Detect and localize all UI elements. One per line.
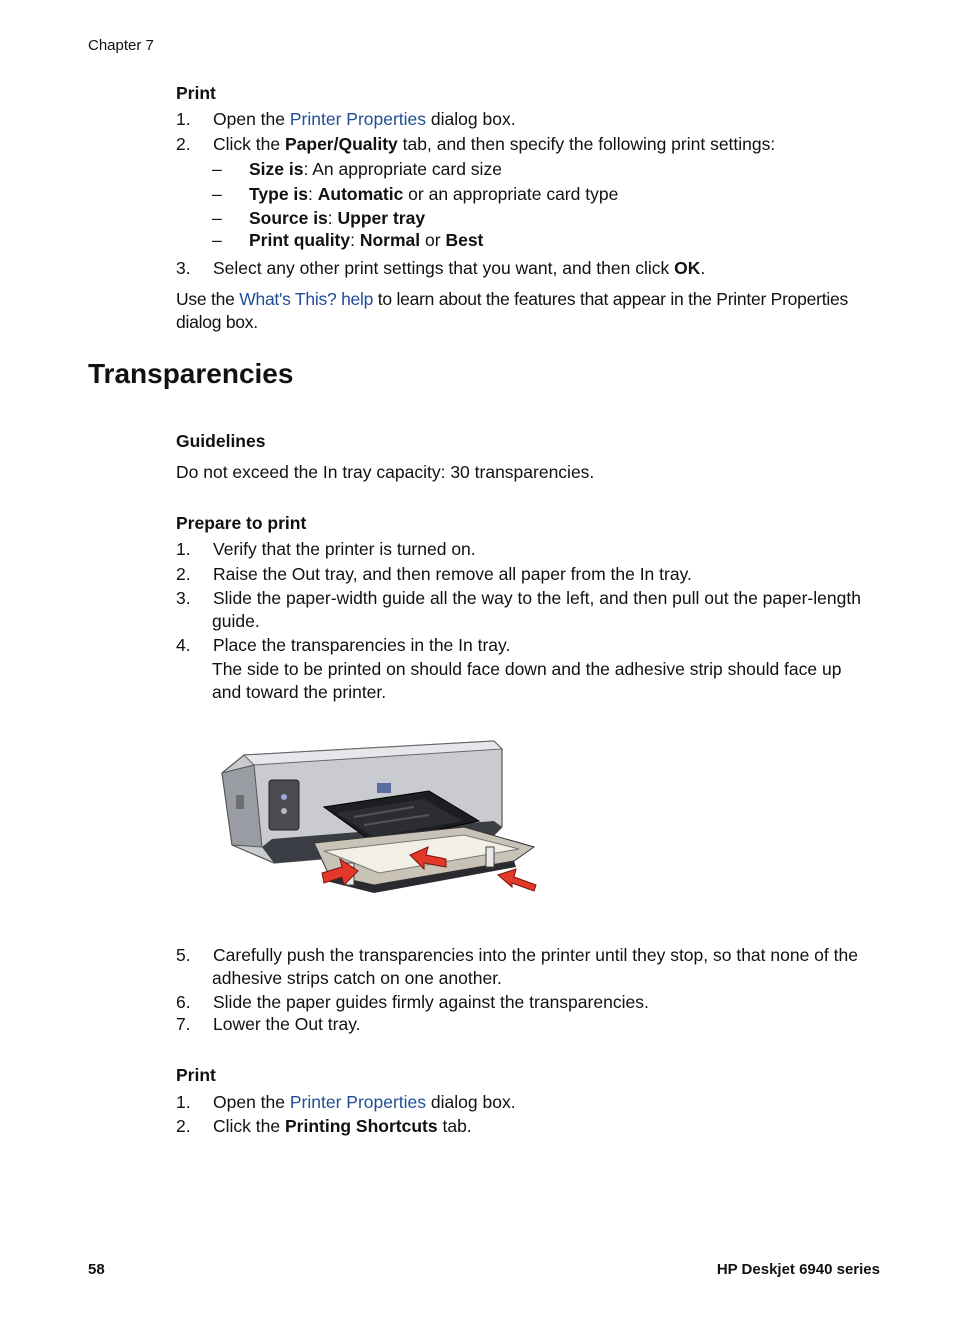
prepare-heading: Prepare to print — [176, 513, 307, 533]
bullet-size: – Size is: An appropriate card size — [212, 159, 502, 179]
bullet-type: – Type is: Automatic or an appropriate card type — [212, 184, 619, 204]
prepare-step-4-detail: The side to be printed on should face down and the adhesive strip should face up — [212, 659, 842, 679]
bullet-source: – Source is: Upper tray — [212, 208, 426, 228]
guidelines-heading: Guidelines — [176, 431, 266, 451]
print-heading: Print — [176, 83, 216, 103]
prepare-step-4-detail-cont: and toward the printer. — [212, 682, 387, 702]
step-1: 1. Open the Printer Properties dialog box. — [176, 109, 516, 129]
printer-properties-link-2[interactable]: Printer Properties — [289, 1092, 427, 1112]
whats-this-help-link[interactable]: What's This? help — [239, 289, 374, 309]
prepare-step-1: 1. Verify that the printer is turned on. — [176, 539, 476, 559]
whats-this-note: Use the What's This? help to learn about the features that appear in the Printer Properties dialog box. — [176, 289, 848, 332]
prepare-step-5-cont: adhesive strips catch on one another. — [212, 968, 502, 988]
prepare-step-3: 3. Slide the paper-width guide all the way to the left, and then pull out the paper-length — [176, 588, 861, 608]
printer-illustration — [214, 735, 544, 900]
bullet-quality: – Print quality: Normal or Best — [212, 230, 484, 250]
product-name: HP Deskjet 6940 series — [716, 1261, 880, 1278]
prepare-step-2: 2. Raise the Out tray, and then remove all paper from the In tray. — [176, 564, 692, 584]
prepare-step-5: 5. Carefully push the transparencies into the printer until they stop, so that none of the — [176, 945, 858, 965]
page-title: Transparencies — [88, 358, 294, 389]
print-step-2: 2. Click the Printing Shortcuts tab. — [176, 1116, 472, 1136]
print-heading-2: Print — [176, 1065, 216, 1085]
printer-properties-link[interactable]: Printer Properties — [289, 109, 427, 129]
prepare-step-7: 7. Lower the Out tray. — [176, 1014, 361, 1034]
print-step-1: 1. Open the Printer Properties dialog box. — [176, 1092, 516, 1112]
chapter-label: Chapter 7 — [88, 37, 154, 54]
prepare-step-6: 6. Slide the paper guides firmly against the transparencies. — [176, 992, 649, 1012]
step-2: 2. Click the Paper/Quality tab, and then specify the following print settings: — [176, 134, 776, 154]
prepare-step-4: 4. Place the transparencies in the In tray. — [176, 635, 511, 655]
guidelines-text: Do not exceed the In tray capacity: 30 transparencies. — [176, 462, 595, 482]
prepare-step-3-cont: guide. — [212, 611, 260, 631]
page-number: 58 — [88, 1261, 105, 1278]
step-3: 3. Select any other print settings that you want, and then click OK. — [176, 258, 706, 278]
